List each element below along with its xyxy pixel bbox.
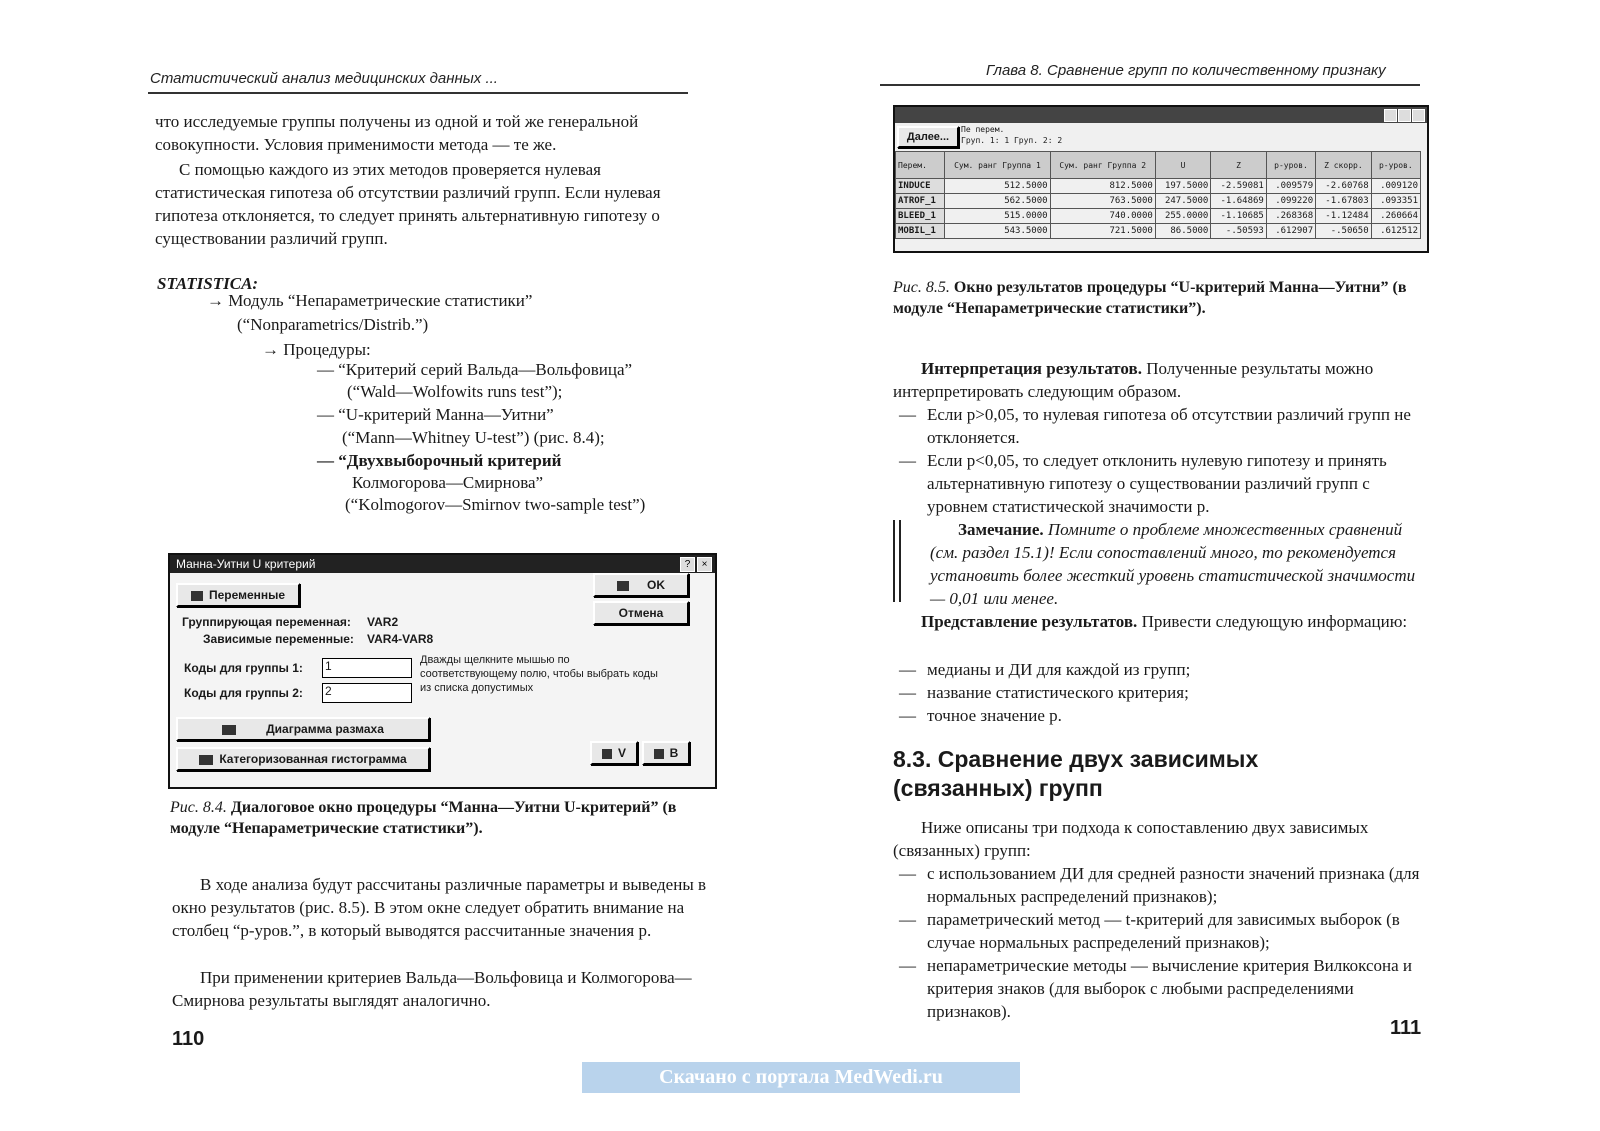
table-cell: 512.5000 [945,179,1050,194]
procedure-3-ru2: Колмогорова—Смирнова” [352,473,544,492]
running-head-left: Статистический анализ медицинских данных ... [150,70,498,87]
interpretation-paragraph [893,357,1428,403]
page-number-right: 111 [1390,1017,1422,1039]
paragraph-3: В ходе анализа будут рассчитаны различные параметры и выведены в окно результатов (рис. 8.5). В этом окне следует обратить внимание на столбец “p-уров.”, в который выводятся рассчитанные значения p. [172,875,707,940]
results-window [893,105,1429,253]
grouping-variable-label: Группирующая переменная: [182,615,351,629]
table-cell: 740.0000 [1050,209,1155,224]
presentation-list [893,658,1428,727]
paragraph-2: С помощью каждого из этих методов проверяется нулевая статистическая гипотеза об отсутствии различий групп. Если нулевая гипотеза отклоняется, то следует принять альтернативную гипотезу о существовании различий групп. [155,160,661,248]
page-number-left: 110 [172,1028,205,1050]
procedure-1-ru: — “Критерий серий Вальда—Вольфовица” [317,360,633,379]
list-item: — с использованием ДИ для средней разности значений признака (для нормальных распределений признаков); [893,862,1428,908]
table-cell: -1.10685 [1211,209,1267,224]
table-cell: 247.5000 [1155,194,1211,209]
list-item: — непараметрические методы — вычисление критерия Вилкоксона и критерия знаков (для выборок с любыми распределениями признаков). [893,954,1428,1023]
table-cell: .099220 [1266,194,1315,209]
col-header: p-уров. [1371,152,1420,179]
table-cell: -1.12484 [1316,209,1372,224]
interpretation-list [893,403,1428,518]
b-button[interactable]: B [642,741,690,765]
variables-button[interactable]: Переменные [176,583,300,607]
remark-text: Помните о проблеме множественных сравнений (см. раздел 15.1)! Если сопоставлений много, то рекомендуется установить более жесткий уровень статистической значимости — 0,01 или менее. [930,520,1416,608]
mann-whitney-dialog [168,553,717,789]
table-cell: 721.5000 [1050,224,1155,239]
ok-button[interactable]: OK [593,573,689,597]
module-en: (“Nonparametrics/Distrib.”) [237,315,429,334]
col-header: p-уров. [1266,152,1315,179]
table-cell: 86.5000 [1155,224,1211,239]
procedure-2-en: (“Mann—Whitney U-test”) (рис. 8.4); [342,428,605,447]
row-header: ATROF_1 [896,194,945,209]
variables-icon [191,591,203,601]
presentation-text: Привести следующую информацию: [1141,612,1408,631]
group1-codes-label: Коды для группы 1: [184,661,303,675]
dependent-variables-value: VAR4-VAR8 [367,632,434,646]
list-item: — Если p>0,05, то нулевая гипотеза об отсутствии различий групп не отклоняется. [893,403,1428,449]
watermark-banner: Скачано с портала MedWedi.ru [582,1062,1020,1093]
table-cell: .260664 [1371,209,1420,224]
header-rule-right [880,84,1420,86]
close-icon[interactable]: × [697,557,712,572]
table-row[interactable] [896,224,1421,239]
procedure-3-en: (“Kolmogorov—Smirnov two-sample test”) [345,495,646,514]
procedure-2-ru: — “U-критерий Манна—Уитни” [317,405,554,424]
table-row[interactable] [896,179,1421,194]
table-cell: .268368 [1266,209,1315,224]
close-icon[interactable] [1412,109,1425,122]
maximize-icon[interactable] [1398,109,1411,122]
interpretation-title: Интерпретация результатов. [921,359,1142,378]
statistica-label: STATISTICA: [157,274,259,293]
table-cell: -1.64869 [1211,194,1267,209]
col-header: Сум. ранг Группа 1 [945,152,1050,179]
table-cell: 197.5000 [1155,179,1211,194]
codes-hint: Дважды щелкните мышью по соответствующему полю, чтобы выбрать коды из списка допустимых [420,654,658,694]
dialog-title: Манна-Уитни U критерий [176,557,316,571]
remark-bar [899,520,901,602]
list-item: — Если p<0,05, то следует отклонить нулевую гипотезу и принять альтернативную гипотезу о существовании различий групп с уровнем статистической значимости p. [893,449,1428,518]
table-cell: -.50593 [1211,224,1267,239]
table-cell: .093351 [1371,194,1420,209]
paragraph-4: При применении критериев Вальда—Вольфовица и Колмогорова—Смирнова результаты выглядят аналогично. [172,968,692,1010]
col-header: U [1155,152,1211,179]
print-icon [654,749,664,759]
dialog-titlebar [170,555,715,573]
minimize-icon[interactable] [1384,109,1397,122]
list-item: — параметрический метод — t-критерий для зависимых выборок (в случае нормальных распределений признаков); [893,908,1428,954]
table-cell: .612512 [1371,224,1420,239]
table-header-row [896,152,1421,179]
figure-8-4-text: Диалоговое окно процедуры “Манна—Уитни U-критерий” (в модуле “Непараметрические статистики”). [170,799,677,837]
presentation-paragraph [893,610,1428,633]
table-cell: .009579 [1266,179,1315,194]
table-cell: 812.5000 [1050,179,1155,194]
table-cell: -2.59081 [1211,179,1267,194]
running-head-right: Глава 8. Сравнение групп по количественному признаку [986,62,1386,79]
group1-codes-input[interactable]: 1 [322,658,412,678]
col-header: Перем. [896,152,945,179]
paragraph-1: что исследуемые группы получены из одной и той же генеральной совокупности. Условия применимости метода — те же. [155,112,639,154]
col-header: Z скорр. [1316,152,1372,179]
table-row[interactable] [896,194,1421,209]
procedure-1-en: (“Wald—Wolfowits runs test”); [347,382,563,401]
table-cell: 515.0000 [945,209,1050,224]
col-header: Z [1211,152,1267,179]
table-cell: .009120 [1371,179,1420,194]
module-line: → Модуль “Непараметрические статистики” [207,291,533,310]
boxplot-button[interactable]: Диаграмма размаха [176,717,430,741]
section-list [893,862,1428,1023]
save-icon [602,749,612,759]
procedure-3-ru: — “Двухвыборочный критерий [317,451,562,470]
results-table [895,151,1421,239]
section-heading-line-1: 8.3. Сравнение двух зависимых [893,746,1259,772]
table-cell: 763.5000 [1050,194,1155,209]
header-rule [148,92,688,94]
histogram-icon [199,755,213,765]
table-cell: 543.5000 [945,224,1050,239]
row-header: INDUCE [896,179,945,194]
boxplot-icon [222,725,236,735]
figure-8-4-label: Рис. 8.4. [170,799,227,816]
list-item: — точное значение p. [893,704,1428,727]
table-cell: 562.5000 [945,194,1050,209]
presentation-title: Представление результатов. [921,612,1138,631]
table-cell: -1.67803 [1316,194,1372,209]
row-header: MOBIL_1 [896,224,945,239]
section-heading [893,745,1258,803]
cancel-button[interactable]: Отмена [593,601,689,625]
procedures-line: → Процедуры: [262,340,371,359]
col-header: Сум. ранг Группа 2 [1050,152,1155,179]
categorized-histogram-button[interactable]: Категоризованная гистограмма [176,747,430,771]
figure-8-5-label: Рис. 8.5. [893,279,950,296]
help-icon[interactable]: ? [680,557,695,572]
results-titlebar [895,107,1427,123]
row-header: BLEED_1 [896,209,945,224]
group2-codes-input[interactable]: 2 [322,683,412,703]
list-item: — название статистического критерия; [893,681,1428,704]
remark-paragraph [930,518,1428,610]
grouping-variable-value: VAR2 [367,615,399,629]
remark-bar [893,520,895,602]
table-cell: -.50650 [1316,224,1372,239]
remark-title: Замечание. [958,520,1044,539]
table-cell: -2.60768 [1316,179,1372,194]
figure-8-5-text: Окно результатов процедуры “U-критерий Манна—Уитни” (в модуле “Непараметрические статистики”). [893,279,1407,317]
ok-icon [617,581,629,591]
results-info-2: Груп. 1: 1 Груп. 2: 2 [961,136,1063,145]
figure-8-5-caption [893,277,1428,319]
dependent-variables-label: Зависимые переменные: [203,632,354,646]
table-cell: .612907 [1266,224,1315,239]
group2-codes-label: Коды для группы 2: [184,686,303,700]
table-row[interactable] [896,209,1421,224]
figure-8-4-caption [170,797,710,839]
results-info-1: Пе перем. [961,125,1005,134]
section-intro: Ниже описаны три подхода к сопоставлению двух зависимых (связанных) групп: [893,818,1369,860]
v-button[interactable]: V [590,741,638,765]
table-cell: 255.0000 [1155,209,1211,224]
list-item: — медианы и ДИ для каждой из групп; [893,658,1428,681]
interpretation-text: Полученные результаты можно интерпретировать следующим образом. [893,359,1374,401]
next-button[interactable]: Далее... [897,126,959,148]
section-heading-line-2: (связанных) групп [893,775,1103,801]
